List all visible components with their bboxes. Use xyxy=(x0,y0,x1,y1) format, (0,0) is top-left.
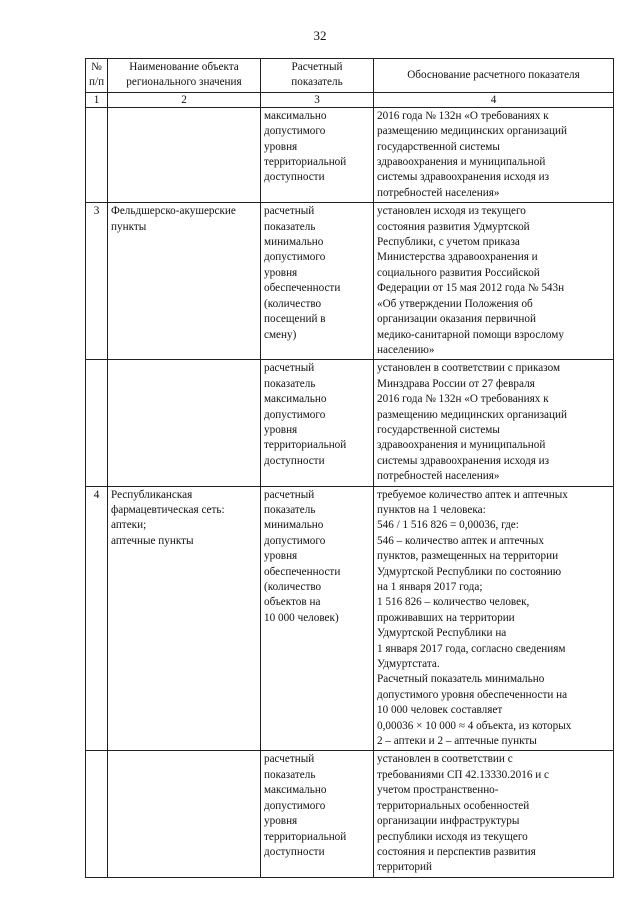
text-line: организации оказания первичной xyxy=(377,313,536,326)
text-line: минимально xyxy=(264,236,324,249)
text-line: пункты xyxy=(111,220,147,233)
text-line: уровня xyxy=(264,266,298,279)
text-line: республики исходя из текущего xyxy=(377,830,528,843)
text-line: системы здравоохранения исходя из xyxy=(377,454,550,467)
text-line: 546 / 1 516 826 = 0,00036, где: xyxy=(377,519,519,532)
text-line: Федерации от 15 мая 2012 года № 543н xyxy=(377,282,565,295)
text-line: Республиканская xyxy=(111,488,193,501)
text-line: на 1 января 2017 года; xyxy=(377,581,483,593)
text-line: размещению медицинских организаций xyxy=(377,125,567,138)
text-line: требованиями СП 42.13330.2016 и с xyxy=(377,768,549,781)
text-line: пунктов, размещенных на территории xyxy=(377,550,559,563)
column-index: 3 xyxy=(261,92,374,107)
text-line: установлен исходя из текущего xyxy=(377,205,526,218)
table-row xyxy=(86,360,614,486)
object-name-cell xyxy=(108,203,261,360)
text-line: пунктов на 1 человека: xyxy=(377,503,486,516)
text-line: Фельдшерско-акушерские xyxy=(111,205,236,218)
table-row xyxy=(86,107,614,202)
text-line: размещению медицинских организаций xyxy=(377,408,567,421)
text-line: системы здравоохранения исходя из xyxy=(377,171,550,184)
text-line: (количество xyxy=(264,581,322,593)
text-line: показатель xyxy=(264,768,316,781)
indicator-cell xyxy=(261,360,374,486)
column-index: 4 xyxy=(374,92,614,107)
text-line: государственной системы xyxy=(377,140,500,153)
text-line: показатель xyxy=(264,503,316,516)
header-indicator: Расчетный показатель xyxy=(261,59,374,93)
text-line: территориальной xyxy=(264,439,347,452)
table-row xyxy=(86,203,614,360)
page-number: 32 xyxy=(313,28,327,43)
text-line: максимально xyxy=(264,109,327,122)
text-line: 10 000 человек) xyxy=(264,611,339,624)
text-line: Удмуртстата. xyxy=(377,658,440,671)
text-line: проживавших на территории xyxy=(377,611,515,624)
text-line: фармацевтическая сеть: xyxy=(111,503,225,516)
object-name-cell xyxy=(108,486,261,751)
table-body xyxy=(86,107,614,877)
text-line: обеспеченности xyxy=(264,565,341,578)
column-index: 2 xyxy=(108,92,261,107)
text-line: потребностей населения» xyxy=(377,186,500,199)
indicator-cell xyxy=(261,203,374,360)
text-line: здравоохранения и муниципальной xyxy=(377,156,546,169)
text-line: социального развития Российской xyxy=(377,266,540,279)
row-number: 3 xyxy=(86,203,108,360)
text-line: доступности xyxy=(264,454,325,467)
text-line: расчетный xyxy=(264,488,315,501)
header-basis: Обоснование расчетного показателя xyxy=(374,59,614,93)
text-line: посещений в xyxy=(264,313,326,326)
text-line: потребностей населения» xyxy=(377,470,500,483)
text-line: показатель xyxy=(264,377,316,390)
table-header-row xyxy=(86,59,614,93)
text-line: расчетный xyxy=(264,362,315,375)
text-line: Минздрава России от 27 февраля xyxy=(377,377,535,390)
row-number xyxy=(86,360,108,486)
text-line: 2016 года № 132н «О требованиях к xyxy=(377,393,549,406)
text-line: аптечные пункты xyxy=(111,534,194,547)
text-line: максимально xyxy=(264,784,327,797)
basis-cell xyxy=(374,360,614,486)
row-number: 4 xyxy=(86,486,108,751)
object-name-cell xyxy=(108,360,261,486)
text-line: учетом пространственно- xyxy=(377,784,499,797)
text-line: смену) xyxy=(264,328,297,341)
text-line: уровня xyxy=(264,423,298,436)
text-line: территориальной xyxy=(264,830,347,843)
text-line: обеспеченности xyxy=(264,282,341,295)
text-line: показатель xyxy=(264,220,316,233)
column-index-row xyxy=(86,92,614,107)
text-line: здравоохранения и муниципальной xyxy=(377,439,546,452)
text-line: доступности xyxy=(264,845,325,858)
indicator-cell xyxy=(261,486,374,751)
table-row xyxy=(86,486,614,751)
text-line: установлен в соответствии с xyxy=(377,753,513,766)
object-name-cell xyxy=(108,107,261,202)
normative-table xyxy=(85,58,614,878)
basis-cell xyxy=(374,486,614,751)
row-number xyxy=(86,107,108,202)
text-line: государственной системы xyxy=(377,423,500,436)
text-line: территориальной xyxy=(264,156,347,169)
text-line: состояния развития Удмуртской xyxy=(377,220,530,233)
text-line: 1 января 2017 года, согласно сведениям xyxy=(377,642,566,655)
text-line: территорий xyxy=(377,861,432,874)
text-line: допустимого уровня обеспеченности на xyxy=(377,688,568,701)
text-line: расчетный xyxy=(264,205,315,218)
text-line: уровня xyxy=(264,140,298,153)
text-line: требуемое количество аптек и аптечных xyxy=(377,488,568,501)
text-line: «Об утверждении Положения об xyxy=(377,297,533,310)
basis-cell xyxy=(374,203,614,360)
text-line: максимально xyxy=(264,393,327,406)
text-line: Расчетный показатель минимально xyxy=(377,673,545,686)
text-line: территориальных особенностей xyxy=(377,799,530,812)
text-line: Удмуртской Республики на xyxy=(377,627,507,640)
text-line: доступности xyxy=(264,171,325,184)
text-line: минимально xyxy=(264,519,324,532)
header-num: № п/п xyxy=(86,59,108,93)
text-line: допустимого xyxy=(264,408,326,421)
text-line: 10 000 человек составляет xyxy=(377,704,503,717)
text-line: допустимого xyxy=(264,534,326,547)
basis-cell xyxy=(374,107,614,202)
text-line: допустимого xyxy=(264,799,326,812)
text-line: населению» xyxy=(377,343,435,356)
text-line: (количество xyxy=(264,297,322,310)
basis-cell xyxy=(374,751,614,877)
text-line: аптеки; xyxy=(111,519,147,532)
text-line: установлен в соответствии с приказом xyxy=(377,362,561,375)
text-line: 1 516 826 – количество человек, xyxy=(377,596,530,609)
text-line: организации инфраструктуры xyxy=(377,815,520,828)
row-number xyxy=(86,751,108,877)
text-line: 546 – количество аптек и аптечных xyxy=(377,534,544,547)
text-line: 0,00036 × 10 000 ≈ 4 объекта, из которых xyxy=(377,719,572,732)
text-line: состояния и перспектив развития xyxy=(377,845,536,858)
text-line: Республики, с учетом приказа xyxy=(377,236,520,249)
text-line: расчетный xyxy=(264,753,315,766)
text-line: 2 – аптеки и 2 – аптечные пункты xyxy=(377,735,537,748)
indicator-cell xyxy=(261,107,374,202)
text-line: медико-санитарной помощи взрослому xyxy=(377,328,564,341)
indicator-cell xyxy=(261,751,374,877)
object-name-cell xyxy=(108,751,261,877)
text-line: допустимого xyxy=(264,251,326,264)
text-line: объектов на xyxy=(264,596,321,609)
text-line: допустимого xyxy=(264,125,326,138)
header-name: Наименование объекта регионального значения xyxy=(108,59,261,93)
column-index: 1 xyxy=(86,92,108,107)
text-line: 2016 года № 132н «О требованиях к xyxy=(377,109,549,122)
text-line: уровня xyxy=(264,550,298,563)
text-line: уровня xyxy=(264,815,298,828)
text-line: Удмуртской Республики по состоянию xyxy=(377,565,562,578)
table-row xyxy=(86,751,614,877)
text-line: Министерства здравоохранения и xyxy=(377,251,538,264)
